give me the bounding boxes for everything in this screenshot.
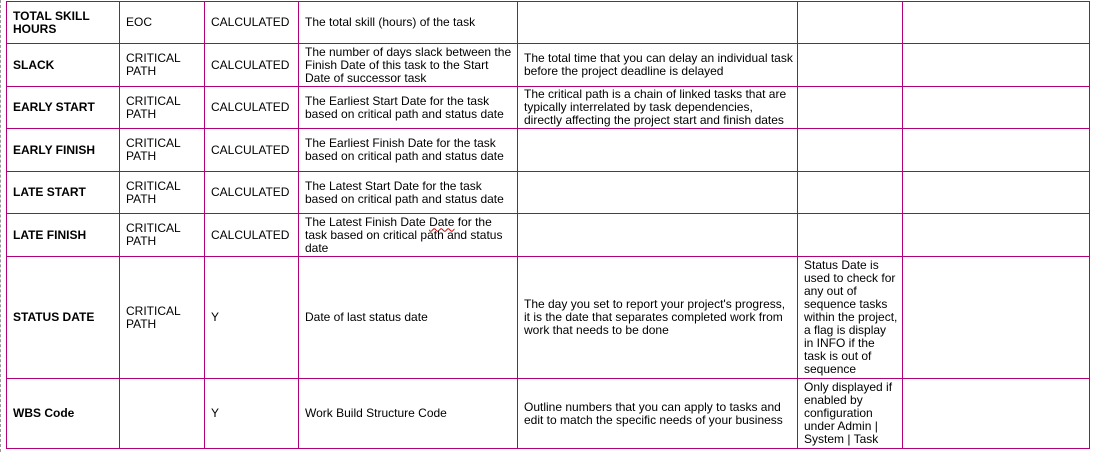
note-text: Status Date is used to check for any out of sequence tasks within the project, a flag is display in INFO if the task is out of sequence [804, 259, 898, 376]
note-cell [798, 129, 903, 172]
explanation-cell [518, 129, 798, 172]
extra-cell [903, 257, 1090, 379]
field-name-cell: STATUS DATE [7, 257, 120, 379]
field-name-cell: LATE FINISH [7, 214, 120, 257]
table-row [7, 129, 1090, 172]
note-cell [798, 172, 903, 214]
category-cell: CRITICAL PATH [120, 44, 205, 87]
table-row [7, 379, 1090, 449]
explanation-cell [518, 172, 798, 214]
extra-cell [903, 172, 1090, 214]
table-row [7, 44, 1090, 87]
description-cell: The Latest Start Date for the task based on critical path and status date [299, 172, 518, 214]
source-cell: Y [205, 379, 299, 449]
description-cell: The Earliest Finish Date for the task based on critical path and status date [299, 129, 518, 172]
category-cell: CRITICAL PATH [120, 257, 205, 379]
field-definitions-table [6, 1, 1090, 449]
description-cell: Work Build Structure Code [299, 379, 518, 449]
field-name-cell: LATE START [7, 172, 120, 214]
note-cell [798, 257, 903, 379]
description-cell: The total skill (hours) of the task [299, 2, 518, 44]
extra-cell [903, 44, 1090, 87]
description-text: for the task based on critical path and status date [305, 214, 503, 255]
field-name-cell: EARLY START [7, 87, 120, 129]
explanation-cell: The critical path is a chain of linked tasks that are typically interrelated by task dependencies, directly affecting the project start and finish dates [518, 87, 798, 129]
extra-cell [903, 129, 1090, 172]
description-cell: Date of last status date [299, 257, 518, 379]
source-cell: CALCULATED [205, 2, 299, 44]
extra-cell [903, 2, 1090, 44]
note-cell [798, 379, 903, 449]
explanation-cell [518, 214, 798, 257]
note-cell [798, 2, 903, 44]
table-row [7, 214, 1090, 257]
source-cell: CALCULATED [205, 129, 299, 172]
field-name-cell: WBS Code [7, 379, 120, 449]
extra-cell [903, 87, 1090, 129]
category-cell [120, 379, 205, 449]
category-cell: CRITICAL PATH [120, 172, 205, 214]
description-cell: The number of days slack between the Finish Date of this task to the Start Date of successor task [299, 44, 518, 87]
table-row [7, 172, 1090, 214]
field-name-cell: EARLY FINISH [7, 129, 120, 172]
source-cell: CALCULATED [205, 44, 299, 87]
table-row [7, 257, 1090, 379]
source-cell: Y [205, 257, 299, 379]
page-margin-guide [0, 0, 1, 452]
category-cell: CRITICAL PATH [120, 87, 205, 129]
note-cell [798, 87, 903, 129]
source-cell: CALCULATED [205, 214, 299, 257]
field-name-cell: TOTAL SKILL HOURS [7, 2, 120, 44]
table-row [7, 2, 1090, 44]
source-cell: CALCULATED [205, 172, 299, 214]
description-cell [299, 214, 518, 257]
table-row [7, 87, 1090, 129]
explanation-cell [518, 2, 798, 44]
description-text: The Latest Finish Date [305, 214, 430, 229]
category-cell: EOC [120, 2, 205, 44]
explanation-cell: The day you set to report your project's progress, it is the date that separates completed work from work that needs to be done [518, 257, 798, 379]
explanation-cell: Outline numbers that you can apply to tasks and edit to match the specific needs of your business [518, 379, 798, 449]
spelling-flag: Date [429, 214, 455, 229]
note-cell [798, 44, 903, 87]
source-cell: CALCULATED [205, 87, 299, 129]
note-text: Only displayed if enabled by configuration under Admin | System | Task [804, 381, 893, 446]
explanation-cell: The total time that you can delay an individual task before the project deadline is delayed [518, 44, 798, 87]
field-name-cell: SLACK [7, 44, 120, 87]
description-cell: The Earliest Start Date for the task based on critical path and status date [299, 87, 518, 129]
category-cell: CRITICAL PATH [120, 214, 205, 257]
category-cell: CRITICAL PATH [120, 129, 205, 172]
note-cell [798, 214, 903, 257]
extra-cell [903, 214, 1090, 257]
extra-cell [903, 379, 1090, 449]
